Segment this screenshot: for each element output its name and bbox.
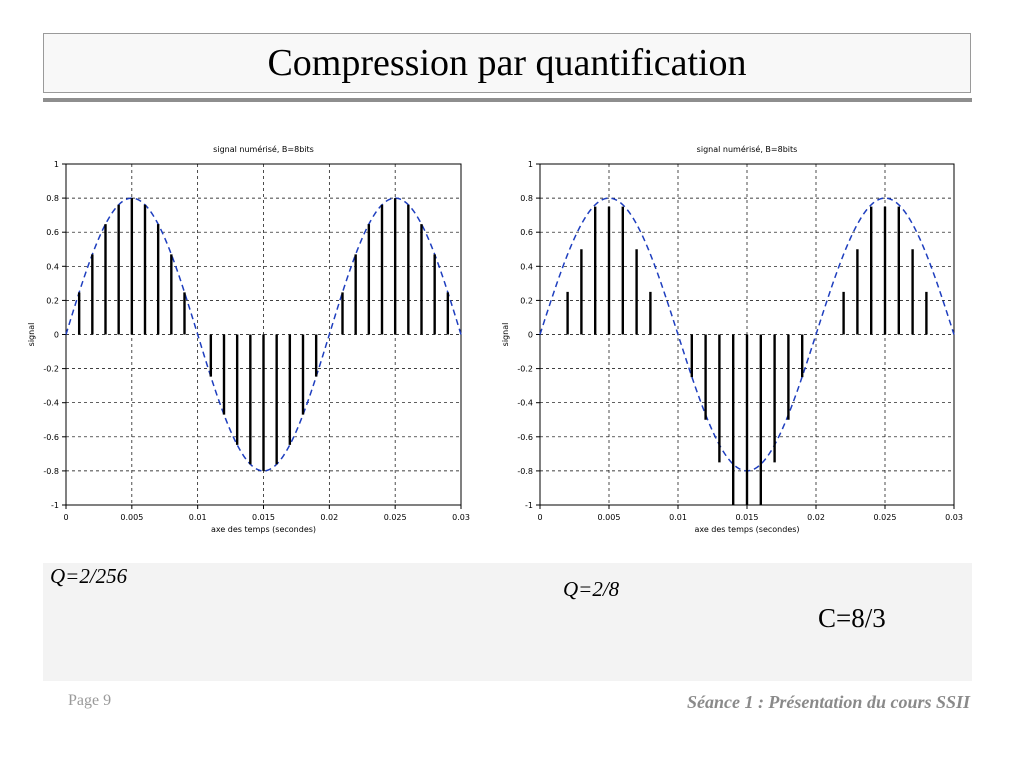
- chart-left: [20, 135, 480, 545]
- y-tick-label: 1: [53, 160, 59, 169]
- y-tick-label: -1: [51, 501, 59, 510]
- x-tick-label: 0.02: [320, 513, 339, 522]
- y-tick-label: 0.4: [46, 262, 59, 272]
- chart-title: signal numérisé, B=8bits: [213, 145, 314, 154]
- page-number: Page 9: [68, 692, 112, 709]
- x-tick-label: 0.025: [383, 513, 407, 522]
- y-tick-label: 0.2: [520, 296, 533, 306]
- y-tick-label: 1: [527, 160, 533, 169]
- slide-title: Compression par quantification: [267, 42, 747, 84]
- footer-course-title: Séance 1 : Présentation du cours SSII: [686, 692, 970, 712]
- y-tick-label: -0.8: [43, 466, 59, 476]
- chart-title: signal numérisé, B=8bits: [696, 145, 798, 154]
- y-tick-label: -0.2: [43, 364, 59, 374]
- x-tick-label: 0.025: [873, 513, 897, 522]
- x-tick-label: 0.03: [945, 513, 963, 522]
- y-tick-label: 0: [53, 330, 59, 340]
- y-axis-label: signal: [27, 322, 36, 347]
- y-tick-label: -0.6: [43, 432, 59, 442]
- title-underline: [43, 98, 972, 102]
- x-axis-label: axe des temps (secondes): [694, 525, 800, 534]
- y-tick-label: 0.4: [520, 262, 533, 272]
- y-tick-label: 0.8: [520, 194, 533, 204]
- y-tick-label: 0: [527, 330, 533, 340]
- y-tick-label: -0.8: [517, 466, 533, 476]
- x-tick-label: 0.005: [120, 513, 144, 522]
- y-tick-label: 0.6: [46, 228, 59, 238]
- x-tick-label: 0.015: [252, 513, 275, 522]
- x-tick-label: 0.01: [669, 513, 687, 522]
- y-axis-label: signal: [501, 322, 510, 347]
- y-tick-label: -0.2: [517, 364, 533, 374]
- y-tick-label: -1: [525, 501, 533, 510]
- x-tick-label: 0: [537, 513, 543, 522]
- x-tick-label: 0.02: [807, 513, 825, 522]
- compression-ratio: C=8/3: [818, 603, 886, 633]
- x-axis-label: axe des temps (secondes): [210, 525, 317, 534]
- y-tick-label: -0.4: [43, 398, 59, 408]
- x-tick-label: 0.03: [452, 513, 470, 522]
- y-tick-label: 0.6: [520, 228, 533, 238]
- y-tick-label: 0.8: [46, 194, 59, 204]
- x-tick-label: 0.01: [188, 513, 207, 522]
- chart-right: [494, 135, 969, 545]
- y-tick-label: -0.4: [517, 398, 533, 408]
- quant-step-left: Q=2/256: [50, 564, 128, 588]
- y-tick-label: 0.2: [46, 296, 59, 306]
- y-tick-label: -0.6: [517, 432, 533, 442]
- slide-title-box: [43, 33, 971, 93]
- x-tick-label: 0.005: [597, 513, 621, 522]
- x-tick-label: 0: [63, 513, 69, 522]
- x-tick-label: 0.015: [735, 513, 759, 522]
- quant-step-right: Q=2/8: [563, 577, 620, 601]
